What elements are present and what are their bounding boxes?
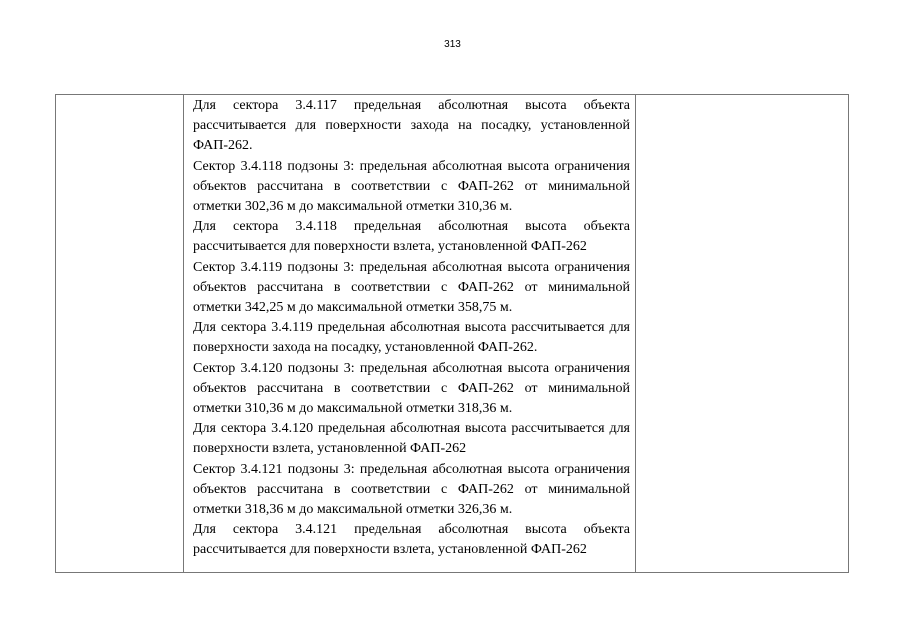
paragraph-sector-120-limits: Сектор 3.4.120 подзоны 3: предельная абсолютная высота ограничения объектов рассчитана в соответствии с ФАП-262 от минимальной отметки 310,36 м до максимальной отметки 318,36 м.: [193, 360, 630, 417]
table-right-cell: [636, 95, 848, 572]
paragraph-sector-119-surface: Для сектора 3.4.119 предельная абсолютная высота рассчитывается для поверхности захода на посадку, установленной ФАП-262.: [193, 320, 630, 356]
paragraph-sector-121-surface: Для сектора 3.4.121 предельная абсолютная высота объекта рассчитывается для поверхности взлета, установленной ФАП-262: [193, 522, 630, 558]
document-table: [55, 94, 849, 573]
paragraph-sector-119-limits: Сектор 3.4.119 подзоны 3: предельная абсолютная высота ограничения объектов рассчитана в соответствии с ФАП-262 от минимальной отметки 342,25 м до максимальной отметки 358,75 м.: [193, 259, 630, 316]
paragraph-sector-121-limits: Сектор 3.4.121 подзоны 3: предельная абсолютная высота ограничения объектов рассчитана в соответствии с ФАП-262 от минимальной отметки 318,36 м до максимальной отметки 326,36 м.: [193, 461, 630, 518]
table-left-cell: [56, 95, 184, 572]
table-content-cell: [184, 95, 636, 572]
paragraph-sector-120-surface: Для сектора 3.4.120 предельная абсолютная высота рассчитывается для поверхности взлета, установленной ФАП-262: [193, 421, 630, 457]
paragraph-sector-118-surface: Для сектора 3.4.118 предельная абсолютная высота объекта рассчитывается для поверхности взлета, установленной ФАП-262: [193, 219, 630, 255]
paragraph-sector-118-limits: Сектор 3.4.118 подзоны 3: предельная абсолютная высота ограничения объектов рассчитана в соответствии с ФАП-262 от минимальной отметки 302,36 м до максимальной отметки 310,36 м.: [193, 158, 630, 215]
page-number: 313: [444, 39, 461, 50]
paragraph-sector-117: Для сектора 3.4.117 предельная абсолютная высота объекта рассчитывается для поверхности захода на посадку, установленной ФАП-262.: [193, 98, 630, 154]
